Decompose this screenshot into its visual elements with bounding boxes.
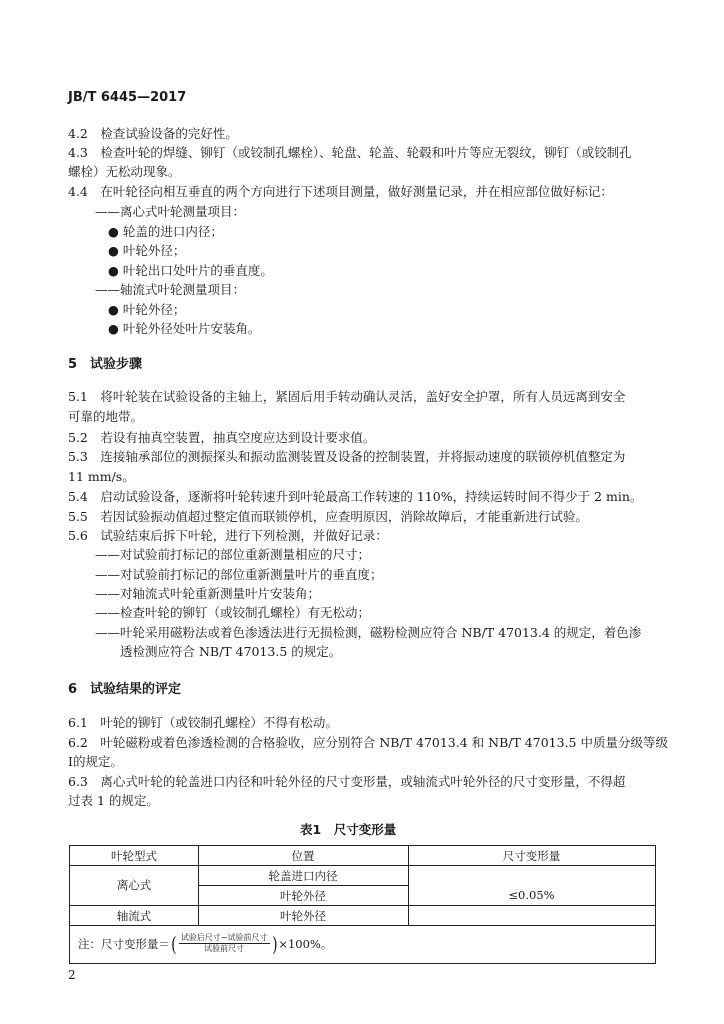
bullet-item: ● 叶轮出口处叶片的垂直度。	[108, 263, 273, 278]
table-caption: 表1 尺寸变形量	[300, 822, 397, 837]
table-cell-outer: 叶轮外径	[280, 909, 326, 923]
bullet-item: ● 轮盖的进口内径；	[108, 224, 223, 239]
table-header-type: 叶轮型式	[111, 849, 157, 863]
deformation-table	[69, 845, 656, 964]
clause-6-2: 6.2 叶轮磁粉或着色渗透检测的合格验收，应分别符合 NB/T 47013.4 和 NB/T 47013.5 中质量分级等级	[68, 735, 668, 750]
left-paren-glyph: (	[171, 931, 177, 956]
list-dash-item: ——对轴流式叶轮重新测量叶片安装角；	[95, 586, 321, 601]
clause-6-2-cont: Ⅰ的规定。	[68, 754, 123, 769]
clause-4-2: 4.2 检查试验设备的完好性。	[68, 126, 238, 141]
list-dash-item: ——对试验前打标记的部位重新测量叶片的垂直度；	[95, 567, 383, 582]
clause-5-5: 5.5 若因试验振动值超过整定值而联锁停机，应查明原因，消除故障后，才能重新进行试验。	[68, 509, 588, 524]
list-dash-item: ——轴流式叶轮测量项目：	[95, 282, 246, 297]
note-prefix: 注：尺寸变形量＝	[78, 936, 170, 951]
clause-4-3: 4.3 检查叶轮的焊缝、铆钉（或铰制孔螺栓）、轮盘、轮盖、轮毂和叶片等应无裂纹，铆钉（或铰制孔	[68, 145, 632, 160]
clause-4-4: 4.4 在叶轮径向相互垂直的两个方向进行下述项目测量，做好测量记录，并在相应部位做好标记：	[68, 184, 613, 199]
clause-5-1-cont: 可靠的地带。	[68, 409, 144, 424]
list-dash-item: ——叶轮采用磁粉法或着色渗透法进行无损检测，磁粉检测应符合 NB/T 47013.4 的规定，着色渗	[95, 625, 642, 640]
clause-5-3: 5.3 连接轴承部位的测振探头和振动监测装置及设备的控制装置，并将振动速度的联锁停机值整定为	[68, 449, 626, 464]
bullet-item: ● 叶轮外径处叶片安装角。	[108, 321, 261, 336]
clause-6-3-cont: 过表 1 的规定。	[68, 793, 159, 808]
table-cell-limit: ≤0.05%	[508, 888, 555, 902]
section-heading-6: 6 试验结果的评定	[68, 682, 182, 697]
page-number: 2	[68, 968, 76, 982]
clause-5-6: 5.6 试验结束后拆下叶轮，进行下列检测，并做好记录：	[68, 528, 388, 543]
clause-6-1: 6.1 叶轮的铆钉（或铰制孔螺栓）不得有松动。	[68, 715, 338, 730]
standard-header: JB/T 6445—2017	[68, 90, 187, 105]
bullet-item: ● 叶轮外径；	[108, 302, 186, 317]
formula-numerator: 试验后尺寸−试验前尺寸	[180, 933, 268, 942]
table-cell-inlet: 轮盖进口内径	[268, 869, 338, 883]
table-cell-outer: 叶轮外径	[280, 889, 326, 903]
clause-5-2: 5.2 若设有抽真空装置，抽真空度应达到设计要求值。	[68, 430, 376, 445]
clause-5-3-cont: 11 mm/s。	[68, 469, 135, 484]
table-header-position: 位置	[291, 849, 315, 863]
list-dash-item: ——检查叶轮的铆钉（或铰制孔螺栓）有无松动；	[95, 605, 371, 620]
clause-5-1: 5.1 将叶轮装在试验设备的主轴上，紧固后用手转动确认灵活，盖好安全护罩，所有人员远离到安全	[68, 389, 626, 404]
list-dash-item: ——离心式叶轮测量项目：	[95, 204, 246, 219]
clause-5-4: 5.4 启动试验设备，逐渐将叶轮转速升到叶轮最高工作转速的 110%，持续运转时间不得少于 2 min。	[68, 489, 643, 504]
clause-4-3-cont: 螺栓）无松动现象。	[68, 164, 181, 179]
section-heading-5: 5 试验步骤	[68, 357, 143, 372]
formula-denominator: 试验前尺寸	[204, 944, 245, 953]
table-note	[78, 933, 332, 954]
note-suffix: ×100%。	[278, 936, 333, 951]
list-dash-item: ——对试验前打标记的部位重新测量相应的尺寸；	[95, 547, 371, 562]
clause-6-3: 6.3 离心式叶轮的轮盖进口内径和叶轮外径的尺寸变形量，或轴流式叶轮外径的尺寸变形量，不得超	[68, 774, 626, 789]
table-cell-centrifugal: 离心式	[116, 878, 152, 892]
bullet-item: ● 叶轮外径；	[108, 243, 186, 258]
table-cell-axial: 轴流式	[116, 909, 152, 923]
table-header-deformation: 尺寸变形量	[502, 849, 561, 863]
formula-fraction	[179, 933, 270, 954]
list-dash-item-cont: 透检测应符合 NB/T 47013.5 的规定。	[120, 644, 342, 659]
right-paren-glyph: )	[271, 931, 278, 956]
